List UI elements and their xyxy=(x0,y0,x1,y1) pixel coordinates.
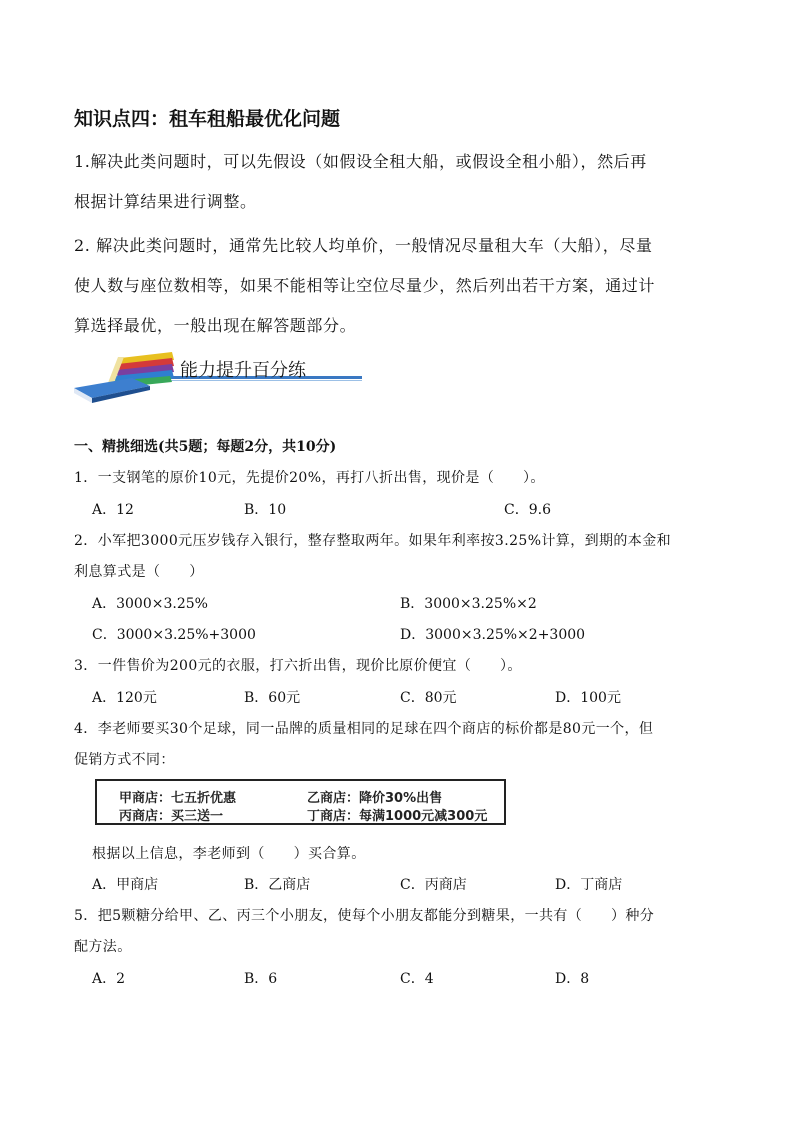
q2-option-d[interactable]: D．3000×3.25%×2+3000 xyxy=(400,627,586,643)
q3-option-d[interactable]: D．100元 xyxy=(555,690,621,706)
q1-option-a[interactable]: A．12 xyxy=(92,502,134,518)
question-4: 4．李老师要买30个足球，同一品牌的质量相同的足球在四个商店的标价都是80元一个，但 xyxy=(74,721,654,737)
question-5: 5．把5颗糖分给甲、乙、丙三个小朋友，使每个小朋友都能分到糖果，一共有（ ）种分 xyxy=(74,908,655,924)
q1-option-c[interactable]: C．9.6 xyxy=(504,502,551,518)
question-2: 2．小军把3000元压岁钱存入银行，整存整取两年。如果年利率按3.25%计算，到期的本金和 xyxy=(74,533,672,549)
question-5-line-2: 配方法。 xyxy=(74,939,132,955)
section-title: 知识点四：租车租船最优化问题 xyxy=(74,108,341,130)
q5-option-b[interactable]: B．6 xyxy=(244,971,278,987)
store-promotion-box xyxy=(95,779,506,825)
store-yi: 乙商店：降价30%出售 xyxy=(307,791,443,806)
q2-option-c[interactable]: C．3000×3.25%+3000 xyxy=(92,627,256,643)
question-1: 1．一支钢笔的原价10元，先提价20%，再打八折出售，现价是（ ）。 xyxy=(74,470,545,486)
q4-option-d[interactable]: D．丁商店 xyxy=(555,877,623,893)
q2-option-a[interactable]: A．3000×3.25% xyxy=(92,596,208,612)
question-4-line-3: 根据以上信息，李老师到（ ）买合算。 xyxy=(92,846,366,862)
q3-option-b[interactable]: B．60元 xyxy=(244,690,301,706)
question-4-line-2: 促销方式不同： xyxy=(74,752,175,768)
store-ding: 丁商店：每满1000元减300元 xyxy=(307,809,488,824)
part-heading: 一、精挑细选(共5题；每题2分，共10分) xyxy=(74,439,337,455)
q2-option-b[interactable]: B．3000×3.25%×2 xyxy=(400,596,537,612)
banner-label: 能力提升百分练 xyxy=(180,360,306,381)
q5-option-c[interactable]: C．4 xyxy=(400,971,434,987)
tip-1-line-2: 根据计算结果进行调整。 xyxy=(74,192,257,211)
store-bing: 丙商店：买三送一 xyxy=(119,809,224,824)
q3-option-c[interactable]: C．80元 xyxy=(400,690,457,706)
q1-option-b[interactable]: B．10 xyxy=(244,502,287,518)
q5-option-d[interactable]: D．8 xyxy=(555,971,590,987)
tip-1-line-1: 1.解决此类问题时，可以先假设（如假设全租大船，或假设全租小船），然后再 xyxy=(74,152,647,171)
question-3: 3．一件售价为200元的衣服，打六折出售，现价比原价便宜（ ）。 xyxy=(74,658,522,674)
tip-2-line-3: 算选择最优，一般出现在解答题部分。 xyxy=(74,316,357,335)
q3-option-a[interactable]: A．120元 xyxy=(92,690,157,706)
q5-option-a[interactable]: A．2 xyxy=(92,971,126,987)
tip-2-line-2: 使人数与座位数相等，如果不能相等让空位尽量少，然后列出若干方案，通过计 xyxy=(74,276,656,295)
question-2-line-2: 利息算式是（ ） xyxy=(74,564,204,580)
q4-option-b[interactable]: B．乙商店 xyxy=(244,877,311,893)
q4-option-c[interactable]: C．丙商店 xyxy=(400,877,467,893)
q4-option-a[interactable]: A．甲商店 xyxy=(92,877,159,893)
store-jia: 甲商店：七五折优惠 xyxy=(119,791,237,806)
tip-2-line-1: 2. 解决此类问题时，通常先比较人均单价，一般情况尽量租大车（大船），尽量 xyxy=(74,236,653,255)
